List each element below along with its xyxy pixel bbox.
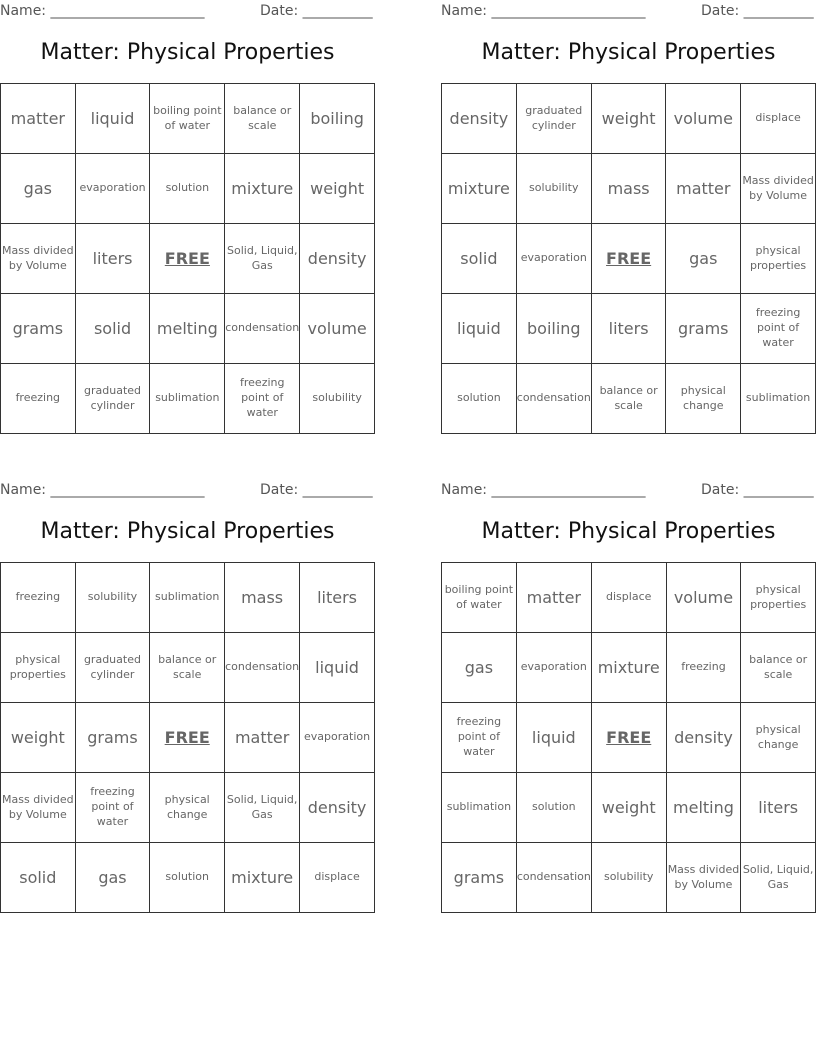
grid-row xyxy=(1,154,375,224)
name-line: Name: ______________________ xyxy=(441,482,646,498)
grid-cell: solubility xyxy=(300,364,375,434)
grid-cell: grams xyxy=(442,843,517,913)
card-header xyxy=(441,479,816,501)
grid-cell: mixture xyxy=(225,843,300,913)
grid-cell: liters xyxy=(741,773,816,843)
grid-cell: volume xyxy=(666,563,741,633)
name-line: Name: ______________________ xyxy=(441,3,646,19)
grid-cell: sublimation xyxy=(150,364,225,434)
grid-cell: condensation xyxy=(516,843,591,913)
grid-cell: solution xyxy=(442,364,517,434)
grid-cell: evaporation xyxy=(516,224,591,294)
grid-row xyxy=(442,294,816,364)
grid-cell: graduated cylinder xyxy=(516,84,591,154)
grid-cell: liquid xyxy=(442,294,517,364)
grid-cell: physical properties xyxy=(1,633,76,703)
grid-cell: solution xyxy=(150,154,225,224)
grid-cell: physical properties xyxy=(741,224,816,294)
grid-cell: Mass divided by Volume xyxy=(741,154,816,224)
grid-row xyxy=(1,773,375,843)
grid-cell: Mass divided by Volume xyxy=(1,224,76,294)
grid-cell: weight xyxy=(300,154,375,224)
grid-cell: weight xyxy=(1,703,76,773)
grid-cell: density xyxy=(666,703,741,773)
grid-cell: balance or scale xyxy=(225,84,300,154)
grid-row xyxy=(442,773,816,843)
card-title: Matter: Physical Properties xyxy=(481,519,776,544)
grid-cell: Solid, Liquid, Gas xyxy=(225,224,300,294)
date-line: Date: __________ xyxy=(701,482,814,498)
grid-cell: balance or scale xyxy=(741,633,816,703)
grid-cell: grams xyxy=(1,294,76,364)
grid-row xyxy=(442,84,816,154)
bingo-card-2 xyxy=(441,0,816,412)
grid-cell: gas xyxy=(75,843,150,913)
grid-row xyxy=(1,224,375,294)
grid-row xyxy=(1,633,375,703)
free-space: FREE xyxy=(591,224,666,294)
grid-cell: liters xyxy=(75,224,150,294)
bingo-card-3 xyxy=(0,479,375,887)
bingo-grid xyxy=(441,83,816,434)
grid-row xyxy=(442,843,816,913)
grid-cell: boiling xyxy=(300,84,375,154)
grid-row xyxy=(442,703,816,773)
grid-cell: volume xyxy=(666,84,741,154)
grid-cell: boiling point of water xyxy=(150,84,225,154)
grid-cell: freezing point of water xyxy=(75,773,150,843)
grid-cell: Solid, Liquid, Gas xyxy=(225,773,300,843)
grid-cell: freezing xyxy=(1,563,76,633)
grid-cell: mixture xyxy=(442,154,517,224)
grid-cell: solubility xyxy=(75,563,150,633)
grid-cell: matter xyxy=(666,154,741,224)
grid-cell: solution xyxy=(516,773,591,843)
grid-row xyxy=(1,294,375,364)
grid-cell: sublimation xyxy=(150,563,225,633)
grid-cell: graduated cylinder xyxy=(75,364,150,434)
card-title: Matter: Physical Properties xyxy=(40,40,335,65)
grid-cell: physical properties xyxy=(741,563,816,633)
free-space: FREE xyxy=(150,703,225,773)
free-space: FREE xyxy=(150,224,225,294)
grid-cell: liters xyxy=(591,294,666,364)
grid-cell: freezing point of water xyxy=(225,364,300,434)
grid-cell: solid xyxy=(442,224,517,294)
grid-cell: solubility xyxy=(516,154,591,224)
card-header xyxy=(0,0,375,22)
name-line: Name: ______________________ xyxy=(0,3,205,19)
grid-cell: density xyxy=(442,84,517,154)
grid-cell: sublimation xyxy=(442,773,517,843)
grid-row xyxy=(1,84,375,154)
grid-cell: liters xyxy=(300,563,375,633)
grid-cell: boiling point of water xyxy=(442,563,517,633)
grid-cell: density xyxy=(300,773,375,843)
grid-cell: freezing xyxy=(666,633,741,703)
grid-cell: liquid xyxy=(516,703,591,773)
grid-cell: liquid xyxy=(300,633,375,703)
grid-cell: solid xyxy=(75,294,150,364)
grid-cell: weight xyxy=(591,84,666,154)
grid-row xyxy=(442,563,816,633)
bingo-grid xyxy=(0,562,375,913)
grid-cell: evaporation xyxy=(75,154,150,224)
grid-cell: physical change xyxy=(666,364,741,434)
grid-cell: gas xyxy=(442,633,517,703)
grid-cell: sublimation xyxy=(741,364,816,434)
grid-cell: gas xyxy=(666,224,741,294)
grid-cell: mixture xyxy=(225,154,300,224)
grid-cell: physical change xyxy=(150,773,225,843)
bingo-card-4 xyxy=(441,479,816,891)
grid-cell: balance or scale xyxy=(150,633,225,703)
grid-cell: grams xyxy=(666,294,741,364)
grid-cell: mass xyxy=(591,154,666,224)
date-line: Date: __________ xyxy=(701,3,814,19)
grid-row xyxy=(442,364,816,434)
grid-cell: matter xyxy=(1,84,76,154)
grid-cell: gas xyxy=(1,154,76,224)
grid-cell: displace xyxy=(591,563,666,633)
bingo-grid xyxy=(441,562,816,913)
grid-cell: freezing xyxy=(1,364,76,434)
grid-row xyxy=(1,563,375,633)
grid-row xyxy=(442,154,816,224)
name-line: Name: ______________________ xyxy=(0,482,205,498)
card-header xyxy=(441,0,816,22)
grid-cell: mixture xyxy=(591,633,666,703)
grid-cell: density xyxy=(300,224,375,294)
grid-cell: balance or scale xyxy=(591,364,666,434)
free-space: FREE xyxy=(591,703,666,773)
grid-cell: liquid xyxy=(75,84,150,154)
grid-cell: solution xyxy=(150,843,225,913)
grid-cell: freezing point of water xyxy=(741,294,816,364)
card-title: Matter: Physical Properties xyxy=(481,40,776,65)
grid-cell: solubility xyxy=(591,843,666,913)
grid-row xyxy=(1,703,375,773)
grid-cell: graduated cylinder xyxy=(75,633,150,703)
grid-cell: solid xyxy=(1,843,76,913)
grid-cell: grams xyxy=(75,703,150,773)
grid-cell: volume xyxy=(300,294,375,364)
grid-cell: freezing point of water xyxy=(442,703,517,773)
grid-cell: melting xyxy=(150,294,225,364)
grid-cell: mass xyxy=(225,563,300,633)
card-title: Matter: Physical Properties xyxy=(40,519,335,544)
grid-cell: condensation xyxy=(225,633,300,703)
grid-cell: boiling xyxy=(516,294,591,364)
card-header xyxy=(0,479,375,501)
bingo-grid xyxy=(0,83,375,434)
grid-cell: condensation xyxy=(516,364,591,434)
grid-cell: evaporation xyxy=(516,633,591,703)
grid-cell: evaporation xyxy=(300,703,375,773)
grid-cell: Mass divided by Volume xyxy=(1,773,76,843)
grid-cell: Solid, Liquid, Gas xyxy=(741,843,816,913)
grid-cell: displace xyxy=(300,843,375,913)
bingo-card-1 xyxy=(0,0,375,419)
grid-cell: physical change xyxy=(741,703,816,773)
date-line: Date: __________ xyxy=(260,3,373,19)
grid-cell: Mass divided by Volume xyxy=(666,843,741,913)
grid-cell: matter xyxy=(225,703,300,773)
grid-row xyxy=(1,364,375,434)
grid-cell: weight xyxy=(591,773,666,843)
grid-cell: condensation xyxy=(225,294,300,364)
grid-cell: melting xyxy=(666,773,741,843)
grid-cell: matter xyxy=(516,563,591,633)
grid-cell: displace xyxy=(741,84,816,154)
grid-row xyxy=(442,224,816,294)
date-line: Date: __________ xyxy=(260,482,373,498)
grid-row xyxy=(442,633,816,703)
grid-row xyxy=(1,843,375,913)
